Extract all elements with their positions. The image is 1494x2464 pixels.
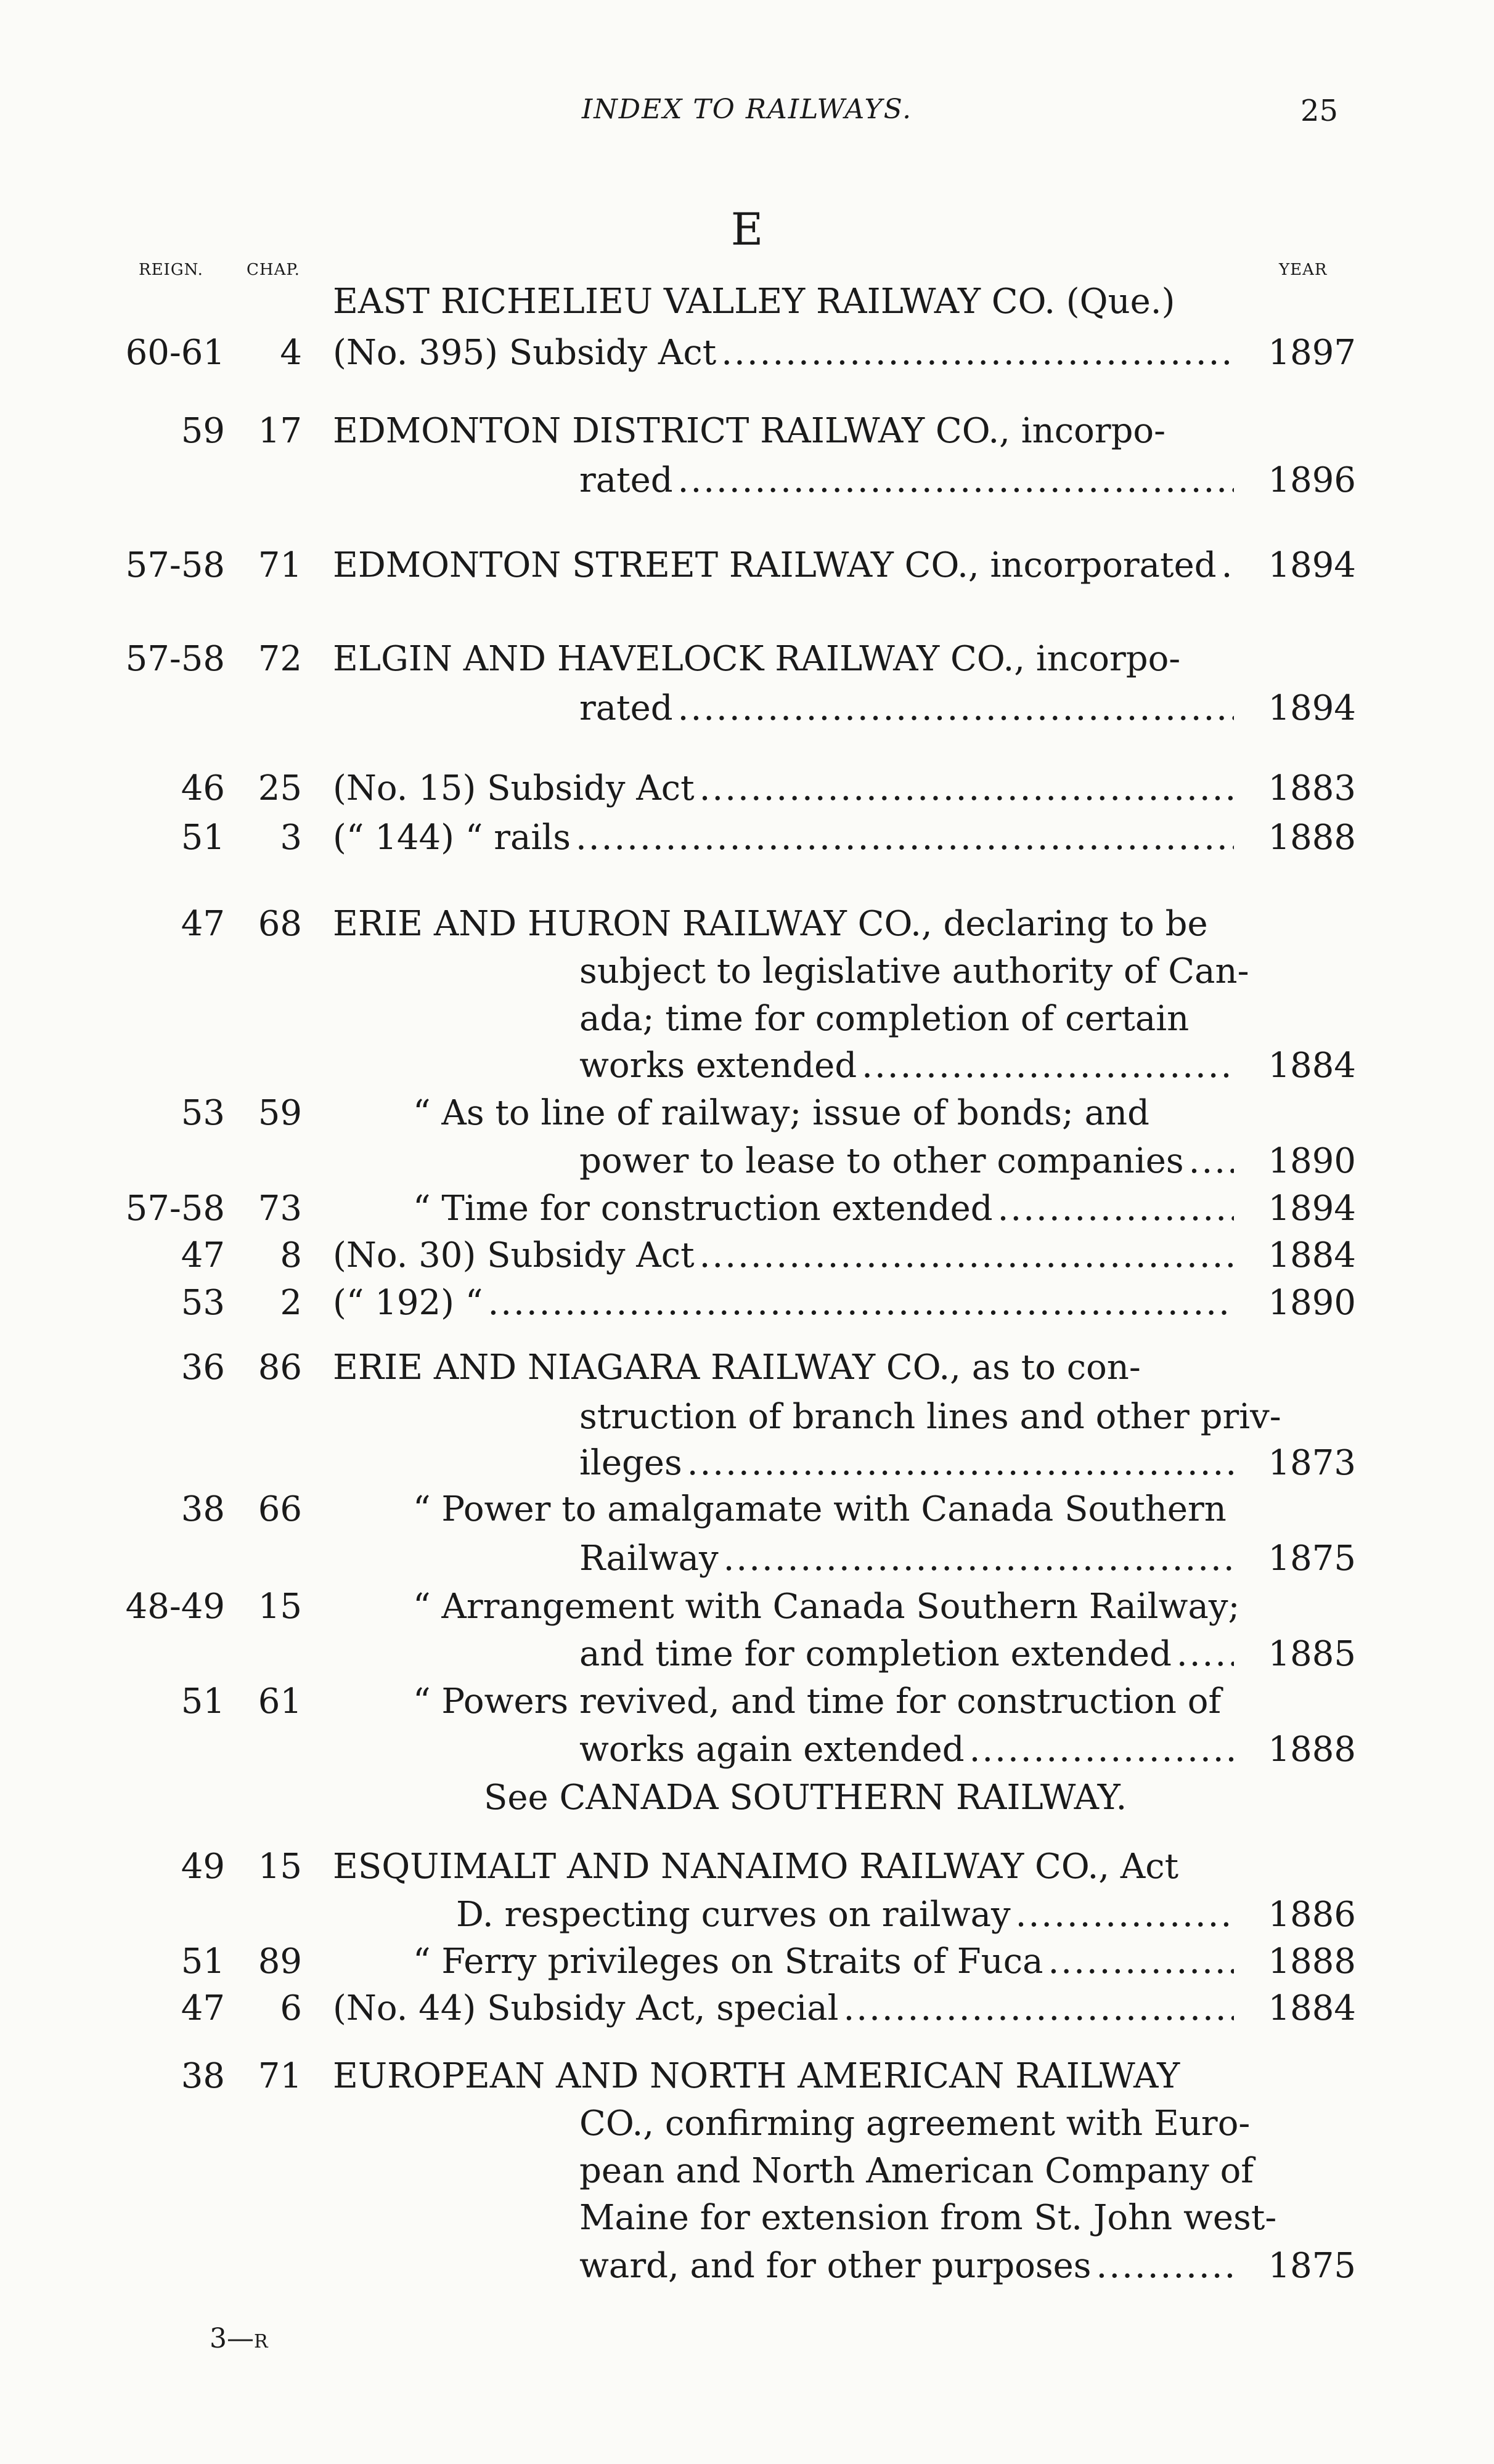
index-line — [0, 1393, 1494, 1442]
chapter-cell: 66 — [258, 1489, 302, 1529]
entry-text-wrap — [579, 1534, 1239, 1584]
index-line — [0, 1842, 1494, 1892]
entry-text: (No. 44) Subsidy Act, special — [333, 1988, 839, 2028]
chapter-cell: 4 — [280, 333, 302, 373]
dot-leader — [1016, 1890, 1234, 1940]
entry-text: works extended — [579, 1046, 857, 1086]
entry-text-wrap — [413, 1485, 1239, 1534]
index-line — [0, 635, 1494, 684]
page-number: 25 — [1300, 94, 1339, 128]
entry-text: See CANADA SOUTHERN RAILWAY. — [484, 1778, 1127, 1818]
index-line — [0, 1890, 1494, 1940]
entry-text: (No. 395) Subsidy Act — [333, 333, 717, 373]
entry-text: ESQUIMALT AND NANAIMO RAILWAY CO., Act — [333, 1847, 1179, 1887]
chapter-cell: 6 — [280, 1988, 302, 2028]
entry-text-wrap — [333, 1842, 1239, 1892]
entry-text: ward, and for other purposes — [579, 2246, 1092, 2286]
year-cell: 1884 — [1268, 1235, 1356, 1275]
entry-text: “ As to line of railway; issue of bonds; and — [413, 1093, 1149, 1133]
year-cell: 1883 — [1268, 768, 1356, 808]
entry-text-wrap — [579, 1393, 1281, 1442]
chapter-cell: 2 — [280, 1283, 302, 1323]
dot-leader — [678, 684, 1234, 733]
year-cell: 1888 — [1268, 818, 1356, 858]
index-line — [0, 1582, 1494, 1632]
entry-text: power to lease to other companies — [579, 1141, 1184, 1181]
entry-text-wrap — [579, 2099, 1251, 2149]
index-line — [0, 541, 1494, 590]
column-header-year: YEAR — [1279, 261, 1328, 279]
entry-text-wrap — [333, 407, 1239, 456]
index-line — [0, 1041, 1494, 1091]
dot-leader — [844, 1984, 1234, 2033]
index-line — [0, 1630, 1494, 1679]
year-cell: 1875 — [1268, 2246, 1356, 2286]
chapter-cell: 59 — [258, 1093, 302, 1133]
entry-text-wrap — [413, 1089, 1239, 1138]
dot-leader — [724, 1534, 1234, 1584]
column-header-chap: CHAP. — [247, 261, 300, 279]
year-cell: 1890 — [1268, 1141, 1356, 1181]
section-letter: E — [730, 203, 764, 255]
entry-text: “ Arrangement with Canada Southern Railway; — [413, 1587, 1240, 1627]
entry-text-wrap — [579, 1725, 1239, 1775]
dot-leader — [1189, 1137, 1234, 1186]
entry-text-wrap — [579, 1137, 1239, 1186]
running-title: INDEX TO RAILWAYS. — [581, 94, 913, 125]
dot-leader — [678, 456, 1234, 505]
reign-cell: 59 — [181, 411, 225, 451]
index-line — [0, 1725, 1494, 1775]
dot-leader — [1222, 541, 1234, 590]
index-line — [0, 2099, 1494, 2149]
index-line — [0, 994, 1494, 1044]
index-line — [0, 1089, 1494, 1138]
entry-text: Railway — [579, 1539, 719, 1579]
year-cell: 1875 — [1268, 1539, 1356, 1579]
index-line — [0, 900, 1494, 949]
year-cell: 1884 — [1268, 1046, 1356, 1086]
year-cell: 1888 — [1268, 1730, 1356, 1770]
chapter-cell: 15 — [258, 1587, 302, 1627]
year-cell: 1894 — [1268, 545, 1356, 585]
entry-text: (“ 192) “ — [333, 1283, 483, 1323]
dot-leader — [1096, 2242, 1234, 2291]
entry-text-wrap — [484, 1773, 1239, 1823]
entry-text: ERIE AND HURON RAILWAY CO., declaring to be — [333, 904, 1208, 944]
index-line — [0, 2147, 1494, 2196]
dot-leader — [721, 328, 1234, 378]
entry-text-wrap — [333, 1231, 1239, 1280]
entry-text-wrap — [333, 1343, 1239, 1393]
entry-text: D. respecting curves on railway — [456, 1895, 1011, 1935]
year-cell: 1890 — [1268, 1283, 1356, 1323]
year-cell: 1894 — [1268, 1189, 1356, 1229]
year-cell: 1886 — [1268, 1895, 1356, 1935]
index-line — [0, 1984, 1494, 2033]
chapter-cell: 61 — [258, 1681, 302, 1722]
column-header-reign: REIGN. — [139, 261, 203, 279]
entry-text: “ Time for construction extended — [413, 1189, 993, 1229]
entry-text-wrap — [333, 1279, 1239, 1328]
index-line — [0, 456, 1494, 505]
dot-leader — [700, 1231, 1234, 1280]
entry-text-wrap — [333, 900, 1239, 949]
reign-cell: 48-49 — [125, 1587, 225, 1627]
index-line — [0, 1485, 1494, 1534]
index-line — [0, 2052, 1494, 2101]
chapter-cell: 86 — [258, 1348, 302, 1388]
index-line — [0, 1439, 1494, 1488]
index-line — [0, 1279, 1494, 1328]
chapter-cell: 71 — [258, 2056, 302, 2096]
dot-leader — [969, 1725, 1234, 1775]
year-cell: 1896 — [1268, 460, 1356, 500]
entry-text-wrap — [579, 1439, 1239, 1488]
index-line — [0, 813, 1494, 863]
reign-cell: 38 — [181, 1489, 225, 1529]
reign-cell: 47 — [181, 1988, 225, 2028]
chapter-cell: 72 — [258, 639, 302, 679]
index-line — [0, 407, 1494, 456]
entry-text-wrap — [579, 456, 1239, 505]
entry-text: rated — [579, 460, 673, 500]
entry-text-wrap — [333, 813, 1239, 863]
entry-text: ELGIN AND HAVELOCK RAILWAY CO., incorpo- — [333, 639, 1181, 679]
index-line — [0, 947, 1494, 996]
reign-cell: 57-58 — [125, 639, 225, 679]
year-cell: 1897 — [1268, 333, 1356, 373]
entry-text: struction of branch lines and other priv- — [579, 1397, 1281, 1437]
index-line — [0, 1343, 1494, 1393]
dot-leader — [1177, 1630, 1234, 1679]
entry-text: Maine for extension from St. John west- — [579, 2198, 1277, 2238]
entry-text-wrap — [579, 994, 1239, 1044]
entry-text-wrap — [413, 1582, 1239, 1632]
entry-text-wrap — [333, 1984, 1239, 2033]
reign-cell: 46 — [181, 768, 225, 808]
reign-cell: 49 — [181, 1847, 225, 1887]
entry-text-wrap — [579, 2147, 1254, 2196]
reign-cell: 36 — [181, 1348, 225, 1388]
reign-cell: 47 — [181, 1235, 225, 1275]
entry-text: CO., confirming agreement with Euro- — [579, 2104, 1251, 2144]
chapter-cell: 8 — [280, 1235, 302, 1275]
signature-mark: 3—R — [210, 2323, 268, 2354]
index-line — [0, 1534, 1494, 1584]
entry-text-wrap — [333, 2052, 1239, 2101]
entry-text: “ Powers revived, and time for construction of — [413, 1681, 1222, 1722]
entry-text-wrap — [333, 635, 1239, 684]
chapter-cell: 68 — [258, 904, 302, 944]
reign-cell: 57-58 — [125, 1189, 225, 1229]
entry-text: EAST RICHELIEU VALLEY RAILWAY CO. (Que.) — [333, 282, 1175, 322]
entry-text-wrap — [579, 684, 1239, 733]
chapter-cell: 15 — [258, 1847, 302, 1887]
entry-text: EDMONTON STREET RAILWAY CO., incorporated — [333, 545, 1217, 585]
entry-text: subject to legislative authority of Can- — [579, 951, 1249, 991]
index-line — [0, 1184, 1494, 1234]
entry-text: EUROPEAN AND NORTH AMERICAN RAILWAY — [333, 2056, 1180, 2096]
year-cell: 1884 — [1268, 1988, 1356, 2028]
entry-text: ada; time for completion of certain — [579, 999, 1190, 1039]
dot-leader — [488, 1279, 1234, 1328]
dot-leader — [700, 764, 1234, 813]
entry-text-wrap — [579, 947, 1249, 996]
reign-cell: 51 — [181, 1681, 225, 1722]
entry-text-wrap — [579, 2194, 1277, 2243]
index-line — [0, 2242, 1494, 2291]
chapter-cell: 3 — [280, 818, 302, 858]
reign-cell: 38 — [181, 2056, 225, 2096]
reign-cell: 51 — [181, 1942, 225, 1982]
reign-cell: 60-61 — [125, 333, 225, 373]
entry-text: pean and North American Company of — [579, 2151, 1254, 2191]
year-cell: 1885 — [1268, 1634, 1356, 1674]
entry-text: (“ 144) “ rails — [333, 818, 571, 858]
entry-text-wrap — [456, 1890, 1239, 1940]
entry-text-wrap — [333, 764, 1239, 813]
chapter-cell: 25 — [258, 768, 302, 808]
index-line — [0, 277, 1494, 327]
dot-leader — [1048, 1937, 1234, 1986]
entry-text: works again extended — [579, 1730, 965, 1770]
entry-text-wrap — [579, 2242, 1239, 2291]
index-line — [0, 764, 1494, 813]
reign-cell: 53 — [181, 1093, 225, 1133]
entry-text: and time for completion extended — [579, 1634, 1172, 1674]
entry-text-wrap — [413, 1184, 1239, 1234]
entry-text: “ Ferry privileges on Straits of Fuca — [413, 1942, 1043, 1982]
entry-text: rated — [579, 688, 673, 728]
reign-cell: 47 — [181, 904, 225, 944]
chapter-cell: 89 — [258, 1942, 302, 1982]
index-line — [0, 1937, 1494, 1986]
entry-text-wrap — [413, 1677, 1239, 1726]
entry-text-wrap — [333, 277, 1239, 327]
chapter-cell: 17 — [258, 411, 302, 451]
dot-leader — [998, 1184, 1234, 1234]
entry-text-wrap — [333, 541, 1239, 590]
chapter-cell: 73 — [258, 1189, 302, 1229]
entry-text: (No. 15) Subsidy Act — [333, 768, 695, 808]
year-cell: 1894 — [1268, 688, 1356, 728]
index-line — [0, 1231, 1494, 1280]
entry-text-wrap — [333, 328, 1239, 378]
entry-text-wrap — [413, 1937, 1239, 1986]
entry-text: ERIE AND NIAGARA RAILWAY CO., as to con- — [333, 1348, 1141, 1388]
reign-cell: 51 — [181, 818, 225, 858]
entry-text: “ Power to amalgamate with Canada Southern — [413, 1489, 1227, 1529]
year-cell: 1888 — [1268, 1942, 1356, 1982]
entry-text-wrap — [579, 1630, 1239, 1679]
dot-leader — [576, 813, 1234, 863]
index-line — [0, 1677, 1494, 1726]
index-line — [0, 684, 1494, 733]
chapter-cell: 71 — [258, 545, 302, 585]
index-line — [0, 2194, 1494, 2243]
index-line — [0, 1137, 1494, 1186]
reign-cell: 57-58 — [125, 545, 225, 585]
dot-leader — [687, 1439, 1234, 1488]
entry-text: ileges — [579, 1443, 682, 1483]
entry-text: (No. 30) Subsidy Act — [333, 1235, 695, 1275]
dot-leader — [862, 1041, 1234, 1091]
index-line — [0, 328, 1494, 378]
entry-text-wrap — [579, 1041, 1239, 1091]
entry-text: EDMONTON DISTRICT RAILWAY CO., incorpo- — [333, 411, 1166, 451]
index-line — [0, 1773, 1494, 1823]
reign-cell: 53 — [181, 1283, 225, 1323]
year-cell: 1873 — [1268, 1443, 1356, 1483]
